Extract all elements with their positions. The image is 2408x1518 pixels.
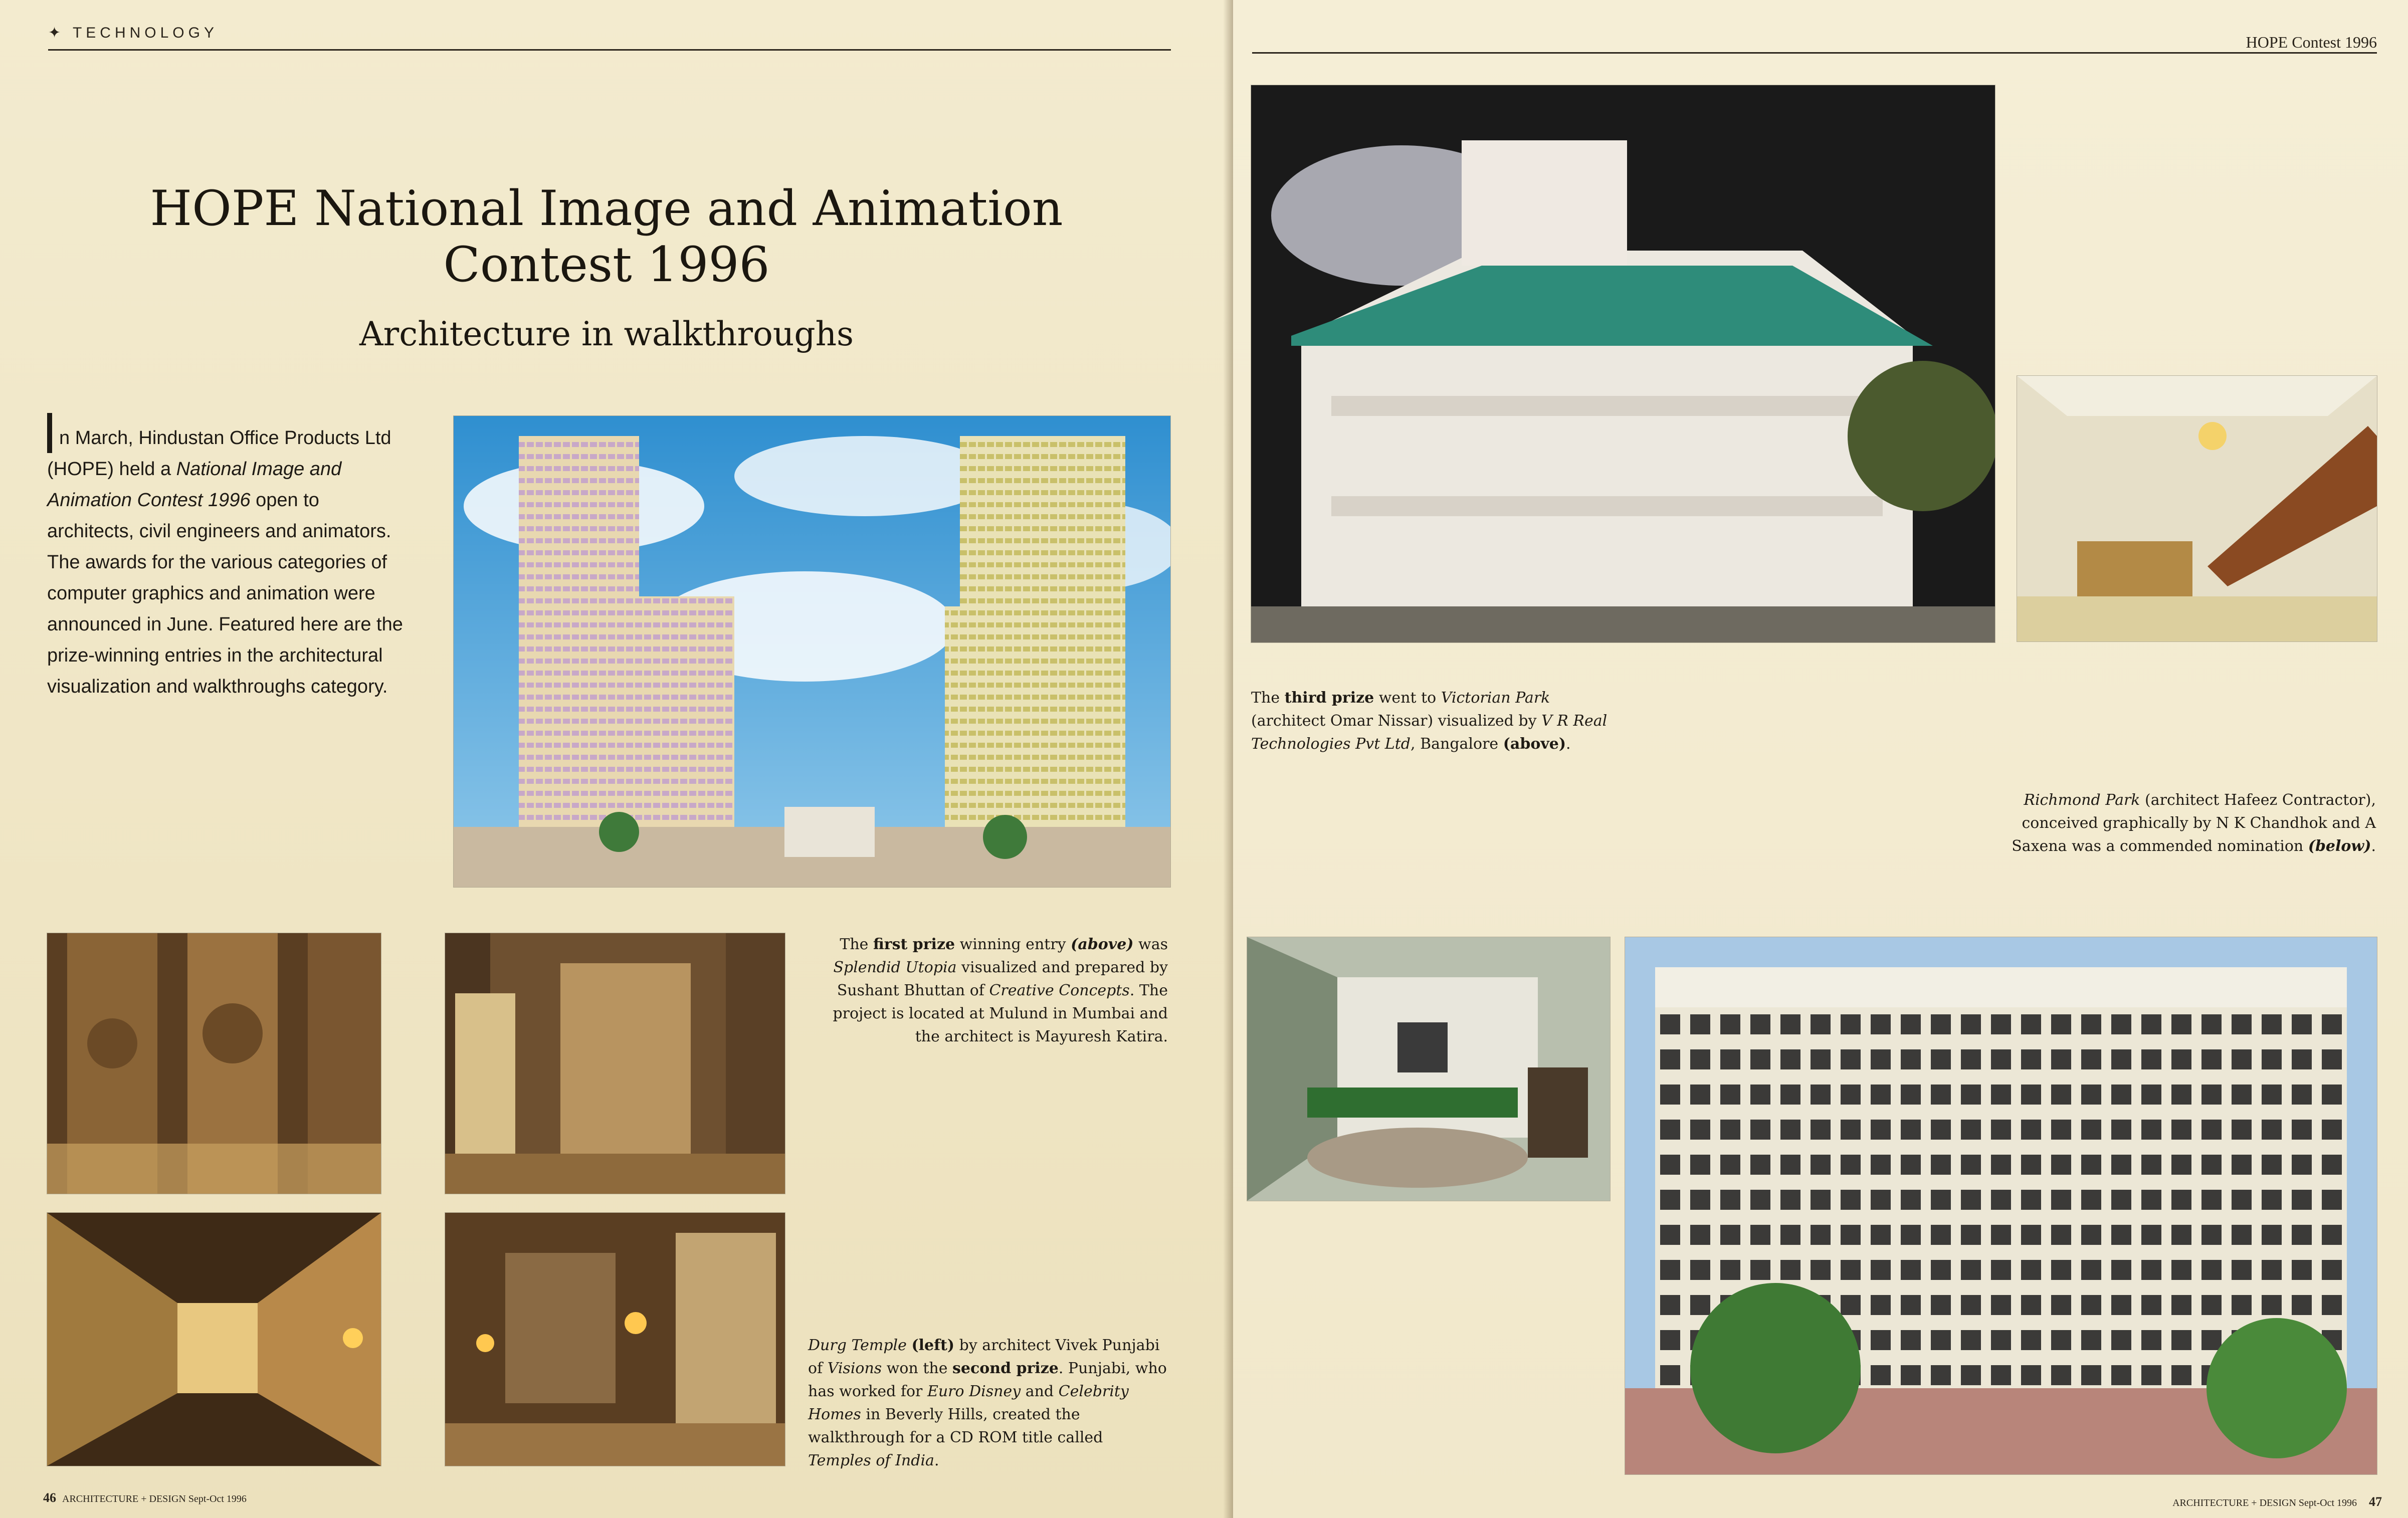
magazine-name: ARCHITECTURE + DESIGN Sept-Oct 1996 [2172,1497,2357,1508]
title-line-1: HOPE National Image and Animation [150,180,1063,237]
left-folio [43,1490,247,1505]
section-label: TECHNOLOGY [72,25,218,41]
durg-temple-photo-4 [445,1213,785,1466]
page-number: 47 [2369,1494,2382,1509]
interior-living-room-photo [1247,937,1610,1201]
richmond-park-caption: Richmond Park (architect Hafeez Contractor), conceived graphically by N K Chandhok and A Saxena was a commended nomination (below). [2012,791,2376,855]
second-prize-caption: Durg Temple (left) by architect Vivek Punjabi of Visions won the second prize. Punjabi, who has worked for Euro Disney and Celebrity Homes in Beverly Hills, created the walkthrough for a CD ROM title called Temples of India. [808,1337,1167,1469]
durg-temple-photo-2 [445,933,785,1194]
durg-temple-photo-3 [47,1213,381,1466]
running-head: HOPE Contest 1996 [2246,33,2377,51]
article-subtitle: Architecture in walkthroughs [359,315,854,353]
dropcap [47,413,52,453]
magazine-name: ARCHITECTURE + DESIGN Sept-Oct 1996 [62,1493,247,1504]
splendid-utopia-photo [454,416,1170,887]
intro-paragraph: n March, Hindustan Office Products Ltd (HOPE) held a National Image and Animation Contest 1996 open to architects, civil engineers and animators. The awards for the various categories of computer graphics and animation were announced in June. Featured here are the prize-winning entries in the architectural visualization and walkthroughs category. [47,413,408,702]
header-rule-right [1252,52,2377,54]
header-rule [48,49,1171,51]
section-header [48,24,218,42]
article-title [110,180,1103,293]
title-line-2: Contest 1996 [443,237,770,293]
page-number: 46 [43,1490,56,1505]
durg-temple-photo-1 [47,933,381,1194]
interior-staircase-photo [2017,376,2377,641]
richmond-park-photo [1625,937,2377,1474]
first-prize-caption: The first prize winning entry (above) was Splendid Utopia visualized and prepared by Sushant Bhuttan of Creative Concepts. The project is located at Mulund in Mumbai and the architect is Mayuresh Katira. [833,936,1168,1045]
third-prize-caption: The third prize went to Victorian Park (architect Omar Nissar) visualized by V R Real Technologies Pvt Ltd, Bangalore (above). [1251,689,1608,753]
right-folio [2172,1494,2388,1509]
right-page [1233,0,2408,1518]
victorian-park-photo [1251,85,1995,642]
diamond-bullet-icon: ✦ [48,25,65,41]
